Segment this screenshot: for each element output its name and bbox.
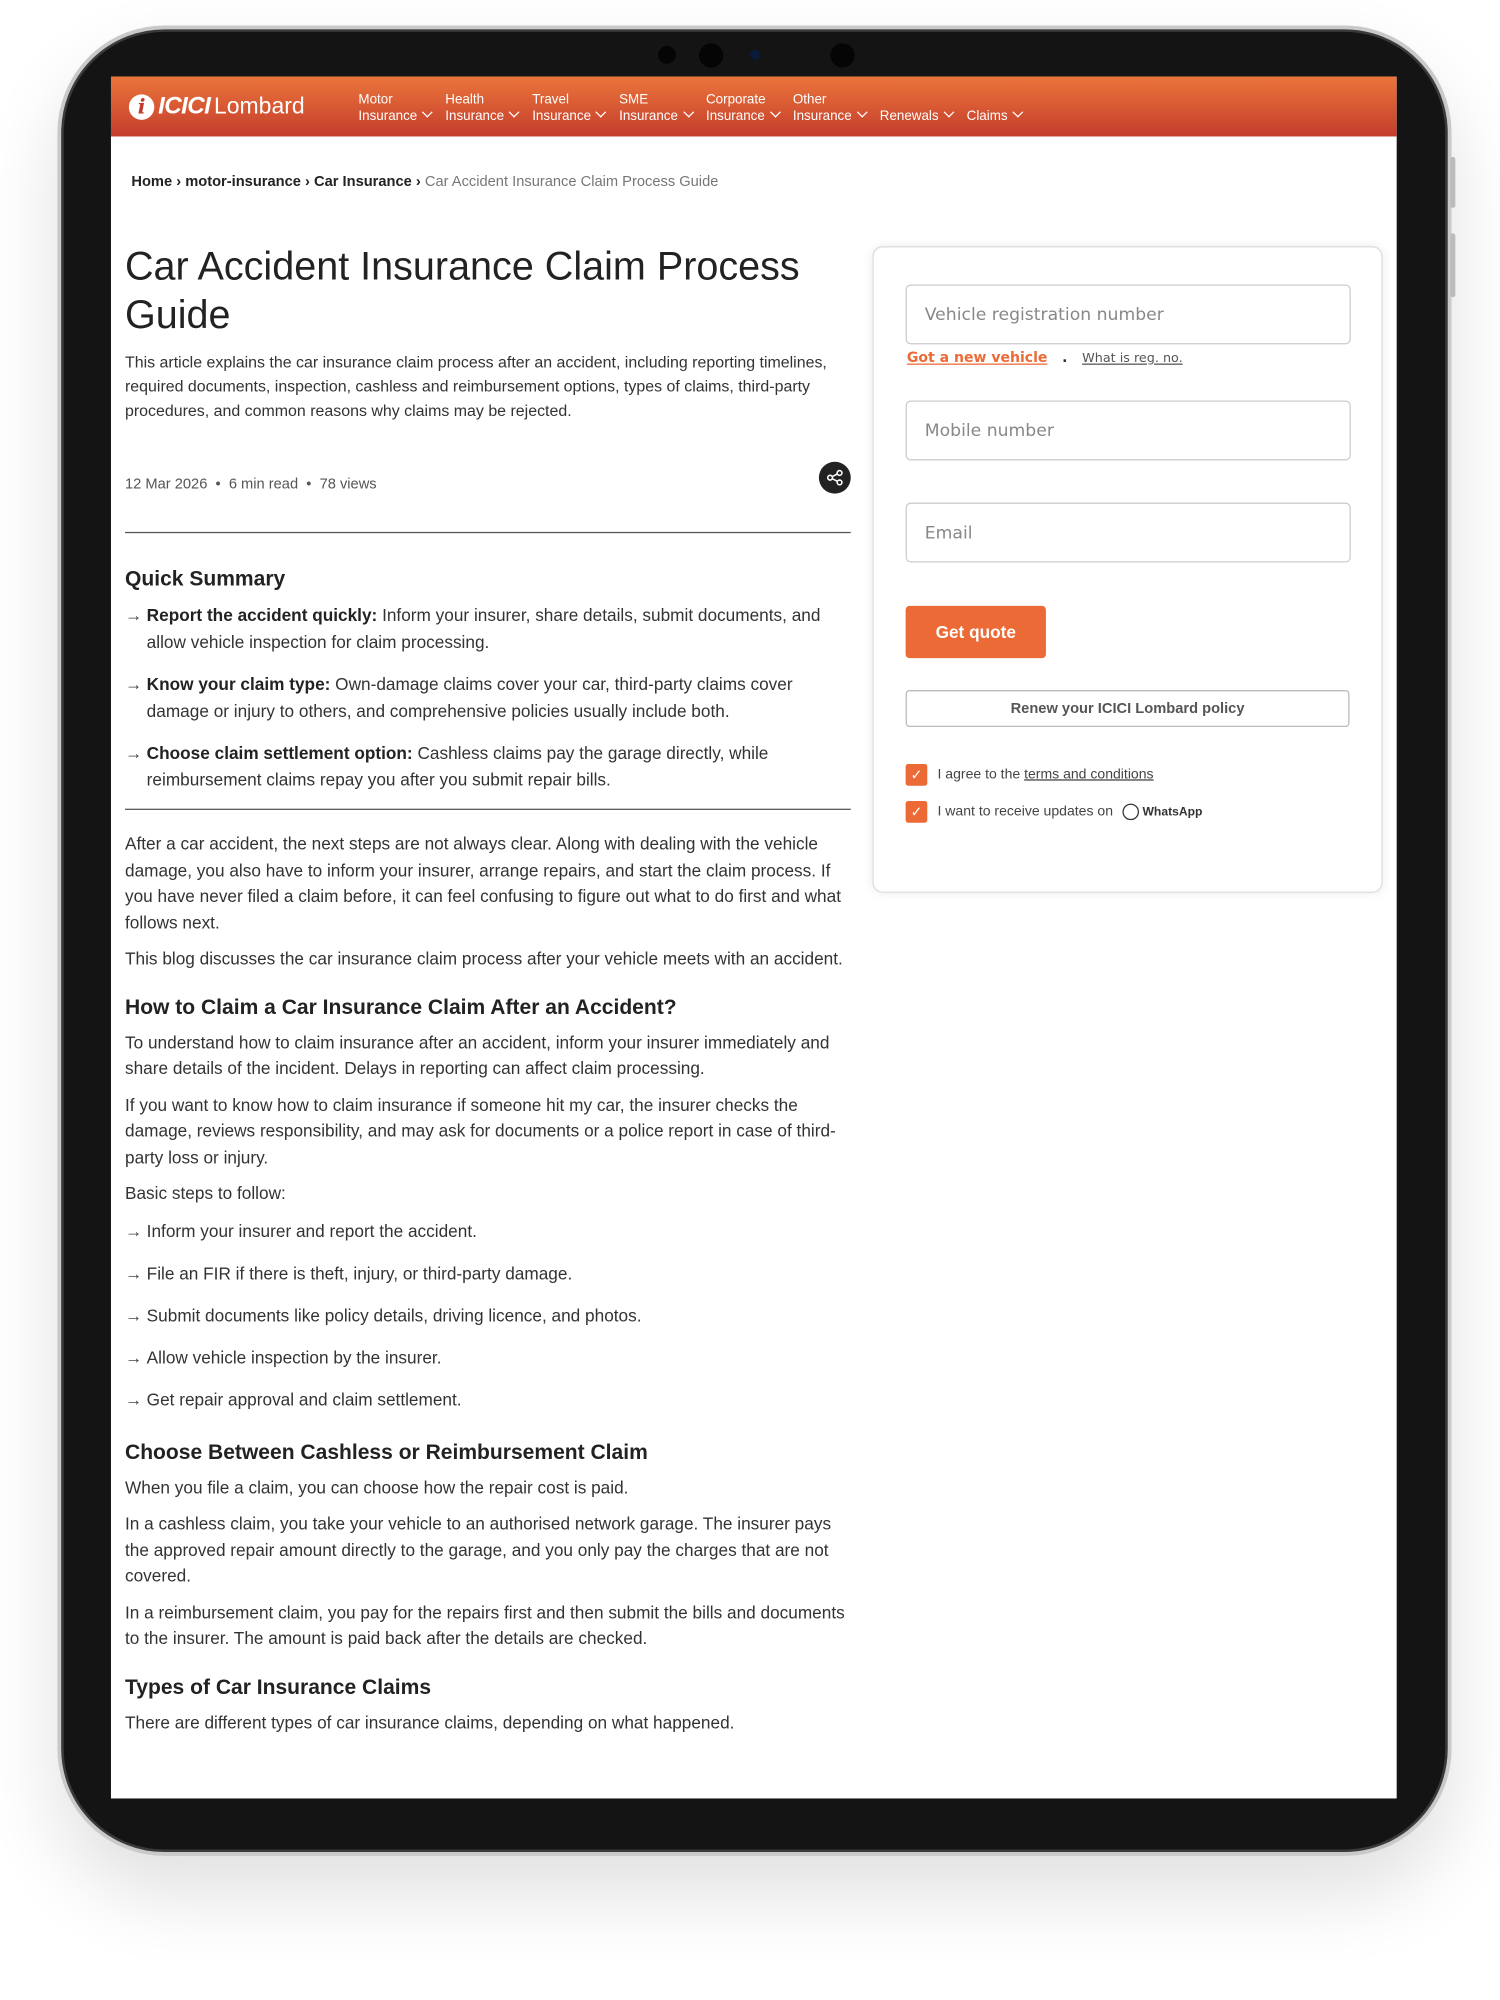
step-item — [125, 1302, 851, 1329]
nav-label: Travel — [532, 91, 569, 107]
arrow-right-icon: → — [124, 674, 143, 694]
step-text: File an FIR if there is theft, injury, or third-party damage. — [146, 1263, 573, 1283]
share-button[interactable] — [819, 462, 851, 494]
terms-row — [906, 764, 1154, 786]
renew-policy-button[interactable]: Renew your ICICI Lombard policy — [906, 690, 1350, 727]
nav-item[interactable] — [706, 89, 779, 125]
mobile-number-input[interactable] — [906, 401, 1351, 461]
quote-form-card — [872, 246, 1382, 893]
chevron-down-icon — [1012, 106, 1023, 117]
nav-item[interactable] — [880, 89, 953, 125]
summary-item — [125, 602, 851, 656]
breadcrumb-home[interactable]: Home — [131, 174, 173, 191]
step-item — [125, 1386, 851, 1413]
summary-item-title: Report the accident quickly: — [146, 605, 378, 625]
article-description: This article explains the car insurance claim process after an accident, including reporting timelines, required documents, inspection, cashless and reimbursement options, types of claims, third-party procedures, and common reasons why claims may be rejected. — [124, 353, 827, 420]
browser-screen — [111, 77, 1397, 1799]
main-nav — [358, 89, 1035, 125]
whatsapp-icon — [1122, 804, 1139, 821]
placeholder: Email — [924, 522, 973, 543]
steps-list — [125, 1217, 851, 1412]
terms-label: I agree to the — [937, 767, 1025, 783]
summary-item-text: Inform your insurer, share details, submit documents, and allow vehicle inspection for claim processing. — [146, 605, 821, 652]
nav-label: Insurance — [619, 107, 678, 124]
camera-icon — [699, 43, 723, 67]
nav-item[interactable] — [967, 89, 1022, 125]
chevron-down-icon — [943, 106, 954, 117]
article-meta: 12 Mar 2026 • 6 min read • 78 views — [125, 477, 851, 508]
arrow-right-icon: → — [124, 605, 143, 625]
arrow-right-icon: → — [124, 1389, 143, 1409]
nav-label: Motor — [358, 91, 393, 107]
step-text: Allow vehicle inspection by the insurer. — [146, 1347, 442, 1367]
placeholder: Vehicle registration number — [924, 304, 1164, 325]
nav-label: Insurance — [792, 107, 852, 124]
nav-label: Insurance — [358, 107, 418, 124]
section-heading: How to Claim a Car Insurance Claim After an Accident? — [124, 995, 677, 1019]
paragraph: When you file a claim, you can choose how the repair cost is paid. — [124, 1477, 629, 1497]
chevron-down-icon — [596, 106, 607, 117]
paragraph: In a cashless claim, you take your vehicle to an authorised network garage. The insurer pays the approved repair amount directly to the garage, and you only pay the charges that are not covered. — [124, 1514, 832, 1586]
section-heading: Choose Between Cashless or Reimbursement Claim — [124, 1440, 648, 1464]
whatsapp-checkbox[interactable]: ✓ — [906, 801, 928, 823]
terms-checkbox[interactable]: ✓ — [906, 764, 928, 786]
nav-label: Health — [445, 91, 485, 107]
site-header — [111, 77, 1397, 137]
paragraph: To understand how to claim insurance after an accident, inform your insurer immediately and share details of the incident. Delays in reporting can affect claim processing. — [124, 1032, 830, 1078]
paragraph: There are different types of car insurance claims, depending on what happened. — [124, 1712, 735, 1732]
arrow-right-icon: → — [124, 1221, 143, 1241]
arrow-right-icon: → — [124, 1305, 143, 1325]
chevron-down-icon — [509, 106, 520, 117]
nav-item[interactable] — [358, 89, 431, 125]
nav-item[interactable] — [619, 89, 692, 125]
volume-button — [1450, 157, 1455, 208]
chevron-down-icon — [422, 106, 433, 117]
volume-button — [1450, 233, 1455, 297]
logo-text: ICICI — [158, 92, 211, 120]
paragraph: This blog discusses the car insurance claim process after your vehicle meets with an accident. — [124, 948, 843, 969]
section-heading: Types of Car Insurance Claims — [124, 1675, 432, 1699]
summary-item — [125, 671, 851, 725]
separator: . — [1062, 349, 1068, 367]
whatsapp-label: I want to receive updates on — [937, 804, 1114, 820]
step-item — [125, 1217, 851, 1244]
step-text: Submit documents like policy details, driving licence, and photos. — [146, 1305, 642, 1325]
paragraph: If you want to know how to claim insurance if someone hit my car, the insurer checks the damage, reviews responsibility, and may ask for documents or a police report in case of third-party loss or injury. — [124, 1095, 836, 1167]
summary-item — [125, 740, 851, 794]
summary-item-title: Choose claim settlement option: — [146, 743, 413, 763]
whatsapp-row — [906, 801, 1203, 823]
nav-item[interactable] — [793, 89, 866, 125]
chevron-down-icon — [857, 106, 868, 117]
nav-label: Renewals — [879, 107, 939, 124]
nav-label: SME — [619, 91, 649, 107]
arrow-right-icon: → — [124, 743, 143, 763]
nav-label: Insurance — [705, 107, 765, 124]
step-text: Get repair approval and claim settlement. — [146, 1389, 462, 1409]
vehicle-registration-input[interactable] — [906, 284, 1351, 344]
breadcrumb-car[interactable]: Car Insurance — [313, 174, 412, 191]
nav-item[interactable] — [445, 89, 518, 125]
nav-label: Insurance — [532, 107, 592, 124]
summary-heading: Quick Summary — [124, 567, 286, 591]
paragraph: Basic steps to follow: — [124, 1183, 286, 1203]
camera-icon — [830, 43, 854, 67]
nav-item[interactable] — [532, 89, 605, 125]
nav-label: Claims — [966, 107, 1008, 124]
share-icon — [827, 469, 844, 486]
page-title: Car Accident Insurance Claim Process Guide — [124, 243, 800, 337]
chevron-down-icon — [770, 106, 781, 117]
step-text: Inform your insurer and report the accident. — [146, 1221, 477, 1241]
divider — [125, 809, 851, 810]
summary-item-text: Own-damage claims cover your car, third-party claims cover damage or injury to others, and comprehensive policies usually include both. — [146, 674, 793, 721]
breadcrumb: Home › motor-insurance › Car Insurance › Car Accident Insurance Claim Process Guide — [131, 174, 719, 191]
paragraph: In a reimbursement claim, you pay for the repairs first and then submit the bills and documents to the insurer. The amount is paid back after the details are checked. — [124, 1602, 845, 1648]
paragraph: After a car accident, the next steps are not always clear. Along with dealing with the vehicle damage, you also have to inform your insurer, arrange repairs, and start the claim process. If you have never filed a claim before, it can feel confusing to figure out what to do first and what follows next. — [124, 834, 841, 932]
email-input[interactable] — [906, 503, 1351, 563]
chevron-down-icon — [683, 106, 694, 117]
step-item — [125, 1260, 851, 1287]
nav-label: Other — [792, 91, 827, 107]
arrow-right-icon: → — [124, 1347, 143, 1367]
new-vehicle-link[interactable]: Got a new vehicle — [906, 349, 1048, 367]
logo-text: Lombard — [214, 93, 305, 119]
nav-label: Insurance — [445, 107, 505, 124]
what-is-reg-link[interactable]: What is reg. no. — [1082, 352, 1183, 367]
nav-label: Corporate — [705, 91, 766, 107]
publish-date: 12 Mar 2026 — [124, 477, 208, 493]
placeholder: Mobile number — [924, 420, 1054, 441]
step-item — [125, 1344, 851, 1371]
read-time: 6 min read — [228, 477, 299, 493]
whatsapp-logo-text: WhatsApp — [1142, 805, 1203, 820]
icici-lombard-logo[interactable]: i ICICI Lombard — [129, 92, 359, 120]
terms-link[interactable]: terms and conditions — [1024, 767, 1154, 783]
get-quote-button[interactable]: Get quote — [906, 606, 1046, 658]
breadcrumb-motor[interactable]: motor-insurance — [185, 174, 301, 191]
camera-icon — [658, 46, 676, 64]
article — [125, 242, 851, 1746]
view-count: 78 views — [319, 477, 377, 493]
sensor-icon — [750, 50, 760, 60]
breadcrumb-current: Car Accident Insurance Claim Process Guide — [424, 174, 719, 191]
arrow-right-icon: → — [124, 1263, 143, 1283]
summary-list — [125, 602, 851, 793]
summary-item-text: Cashless claims pay the garage directly, while reimbursement claims repay you after you submit repair bills. — [146, 743, 769, 790]
divider — [125, 532, 851, 533]
summary-item-title: Know your claim type: — [146, 674, 331, 694]
